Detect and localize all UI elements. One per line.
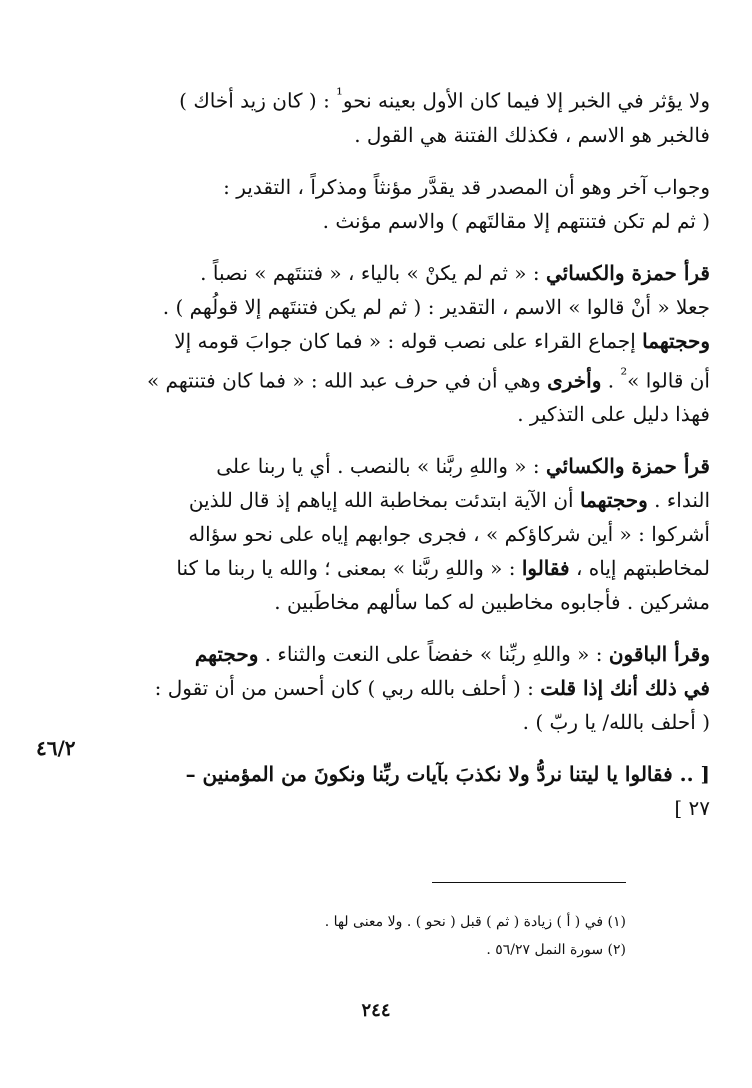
text-line xyxy=(96,449,710,483)
text-line xyxy=(96,290,710,324)
text: فهذا دليل على التذكير . xyxy=(517,402,710,427)
text: جعلا « أنْ قالوا » الاسم ، التقدير : ( ثم لم يكن فتنتَهم إلا قولُهم ) . xyxy=(162,294,710,319)
quran-verse: [ .. فقالوا يا ليتنا نردُّ ولا نكذبَ بآيات ربِّنا ونكونَ من المؤمنين – xyxy=(185,762,710,787)
footnotes xyxy=(250,908,626,964)
paragraph xyxy=(96,637,710,739)
text-line xyxy=(96,517,710,551)
text: فالخبر هو الاسم ، فكذلك الفتنة هي القول . xyxy=(354,122,710,147)
text: : « ثم لم يكنْ » بالياء ، « فتنتَهم » نصباً . xyxy=(200,260,546,285)
text-line xyxy=(96,397,710,431)
text: ( ثم لم تكن فتنتهم إلا مقالتَهم ) والاسم مؤنث . xyxy=(322,208,710,233)
bold-term: في ذلك أنك إذا قلت xyxy=(540,676,710,701)
text-line xyxy=(96,791,710,825)
margin-reference: ٤٦/٢ xyxy=(36,736,76,760)
text: وجواب آخر وهو أن المصدر قد يقدَّر مؤنثاً ومذكراً ، التقدير : xyxy=(223,174,710,199)
paragraph xyxy=(96,757,710,825)
text: مشركين . فأجابوه مخاطبين له كما سألهم مخاطَبين . xyxy=(274,590,710,615)
text-line xyxy=(96,256,710,290)
text: . xyxy=(601,368,621,393)
text-line xyxy=(96,705,710,739)
text: : « واللهِ ربَّنا » بالنصب . أي يا ربنا على xyxy=(216,454,546,479)
bold-term: وحجتهما xyxy=(579,488,648,513)
footnote-divider xyxy=(432,882,626,883)
text: إجماع القراء على نصب قوله : « فما كان جوابَ قومه إلا xyxy=(174,328,643,353)
paragraph xyxy=(96,78,710,152)
paragraph xyxy=(96,449,710,619)
text-line xyxy=(96,671,710,705)
text-line xyxy=(96,757,710,791)
text: ولا يؤثر في الخبر إلا فيما كان الأول بعينه نحو xyxy=(342,88,710,113)
footnote: (١) في ( أ ) زيادة ( ثم ) قبل ( نحو ) . ولا معنى لها . xyxy=(324,914,626,930)
text-line xyxy=(96,637,710,671)
text: وهي أن في حرف عبد الله : « فما كان فتنتهم » xyxy=(146,368,548,393)
text: أن الآية ابتدئت بمخاطبة الله إياهم إذ قال للذين xyxy=(188,488,580,513)
page-body xyxy=(96,78,710,843)
text-line xyxy=(96,204,710,238)
text: : ( كان زيد أخاك ) xyxy=(179,88,337,113)
text: ( أحلف بالله/ يا ربّ ) . xyxy=(522,710,710,735)
text-line xyxy=(96,551,710,585)
text-line xyxy=(96,358,710,398)
text-line xyxy=(96,483,710,517)
verse-number: ٢٧ ] xyxy=(674,796,710,821)
text-line xyxy=(96,78,710,118)
text: : « واللهِ ربِّنا » خفضاً على النعت والثناء . xyxy=(258,642,609,667)
bold-term: فقالوا xyxy=(521,556,570,581)
bold-heading: وقرأ الباقون xyxy=(608,642,710,667)
text: النداء . xyxy=(647,488,710,513)
paragraph xyxy=(96,256,710,432)
bold-term: وأخرى xyxy=(547,368,602,393)
text: لمخاطبتهم إياه ، xyxy=(569,556,710,581)
text: أشركوا : « أين شركاؤكم » ، فجرى جوابهم إياه على نحو سؤاله xyxy=(188,522,710,547)
text-line xyxy=(96,170,710,204)
text-line xyxy=(96,324,710,358)
text: أن قالوا » xyxy=(627,368,710,393)
text-line xyxy=(96,585,710,619)
bold-term: وحجتهما xyxy=(642,328,710,353)
text: : ( أحلف بالله ربي ) كان أحسن من أن تقول : xyxy=(154,676,541,701)
footnote: (٢) سورة النمل ٥٦/٢٧ . xyxy=(486,942,626,958)
paragraph xyxy=(96,170,710,238)
bold-term: وحجتهم xyxy=(194,642,259,667)
footnote-ref: ¹ xyxy=(336,85,343,104)
bold-heading: قرأ حمزة والكسائي xyxy=(545,260,710,285)
page-number: ٢٤٤ xyxy=(361,1000,391,1021)
footnote-ref: ² xyxy=(620,364,628,384)
bold-heading: قرأ حمزة والكسائي xyxy=(545,454,710,479)
text: : « واللهِ ربَّنا » بمعنى ؛ والله يا ربنا ما كنا xyxy=(176,556,522,581)
text-line xyxy=(96,118,710,152)
